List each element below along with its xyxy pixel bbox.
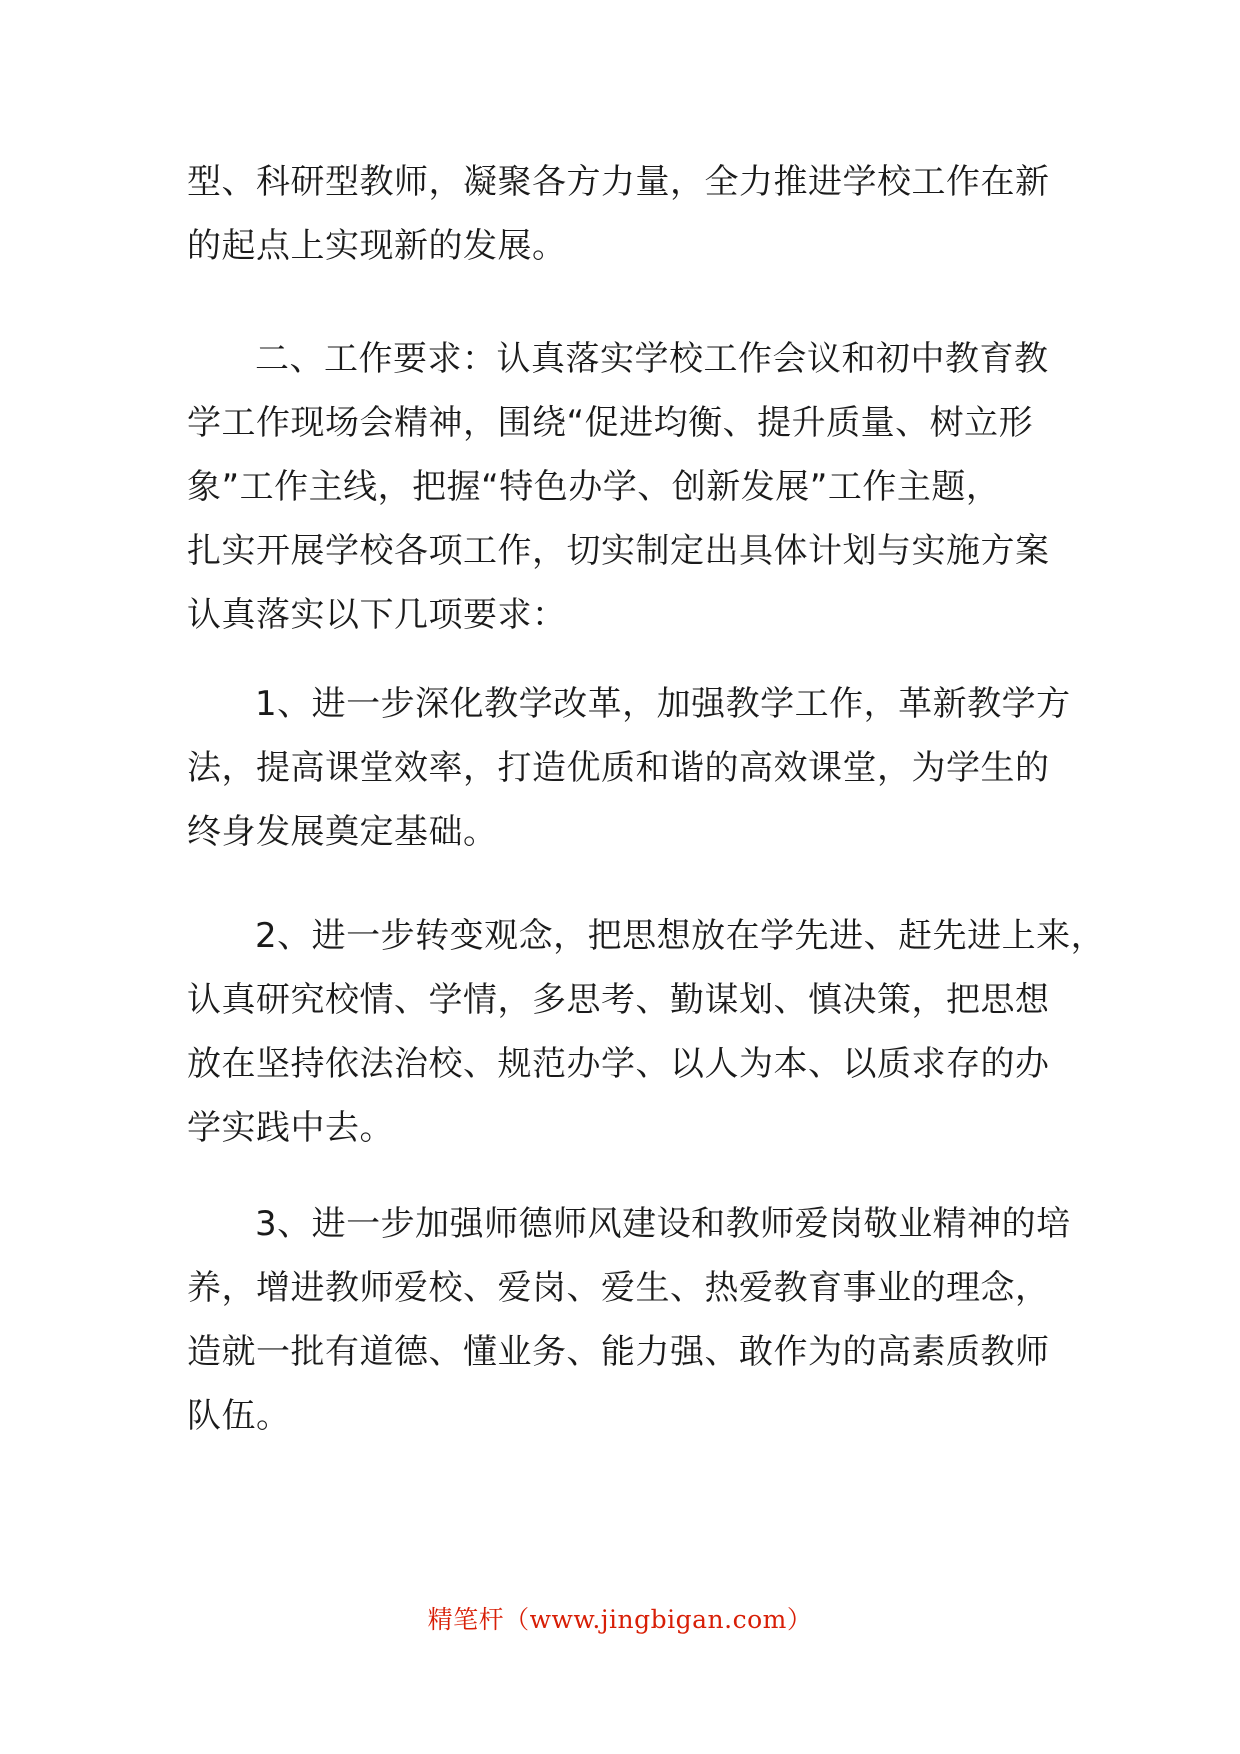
text-line: 的起点上实现新的发展。 <box>187 226 567 266</box>
text-line: 法，提高课堂效率，打造优质和谐的高效课堂，为学生的 <box>187 748 1050 788</box>
text-line: 养，增进教师爱校、爱岗、爱生、热爱教育事业的理念， <box>187 1268 1050 1308</box>
text-line: 学实践中去。 <box>187 1108 394 1148</box>
text-line: 3、进一步加强师德师风建设和教师爱岗敬业精神的培 <box>255 1204 1071 1244</box>
paragraph-work-requirements <box>187 327 1067 647</box>
text-line: 认真研究校情、学情，多思考、勤谋划、慎决策，把思想 <box>187 980 1050 1020</box>
paragraph-intro-continued <box>187 150 1067 278</box>
paragraph-item-3 <box>187 1192 1071 1448</box>
text-line: 造就一批有道德、懂业务、能力强、敢作为的高素质教师 <box>187 1332 1050 1372</box>
text-line: 放在坚持依法治校、规范办学、以人为本、以质求存的办 <box>187 1044 1050 1084</box>
text-line: 扎实开展学校各项工作，切实制定出具体计划与实施方案 <box>187 531 1050 571</box>
text-line: 二、工作要求：认真落实学校工作会议和初中教育教 <box>255 339 1049 379</box>
text-line: 学工作现场会精神，围绕“促进均衡、提升质量、树立形 <box>187 403 1034 443</box>
text-line: 1、进一步深化教学改革，加强教学工作，革新教学方 <box>255 684 1071 724</box>
text-line: 认真落实以下几项要求： <box>187 595 567 635</box>
text-line: 终身发展奠定基础。 <box>187 812 498 852</box>
footer-watermark-link[interactable]: 精笔杆（www.jingbigan.com） <box>427 1605 813 1634</box>
text-line: 队伍。 <box>187 1396 291 1436</box>
paragraph-item-2 <box>187 904 1106 1160</box>
paragraph-item-1 <box>187 672 1071 864</box>
text-line: 2、进一步转变观念，把思想放在学先进、赶先进上来， <box>255 916 1106 956</box>
text-line: 型、科研型教师，凝聚各方力量，全力推进学校工作在新 <box>187 162 1050 202</box>
text-line: 象”工作主线，把握“特色办学、创新发展”工作主题， <box>187 467 1001 507</box>
